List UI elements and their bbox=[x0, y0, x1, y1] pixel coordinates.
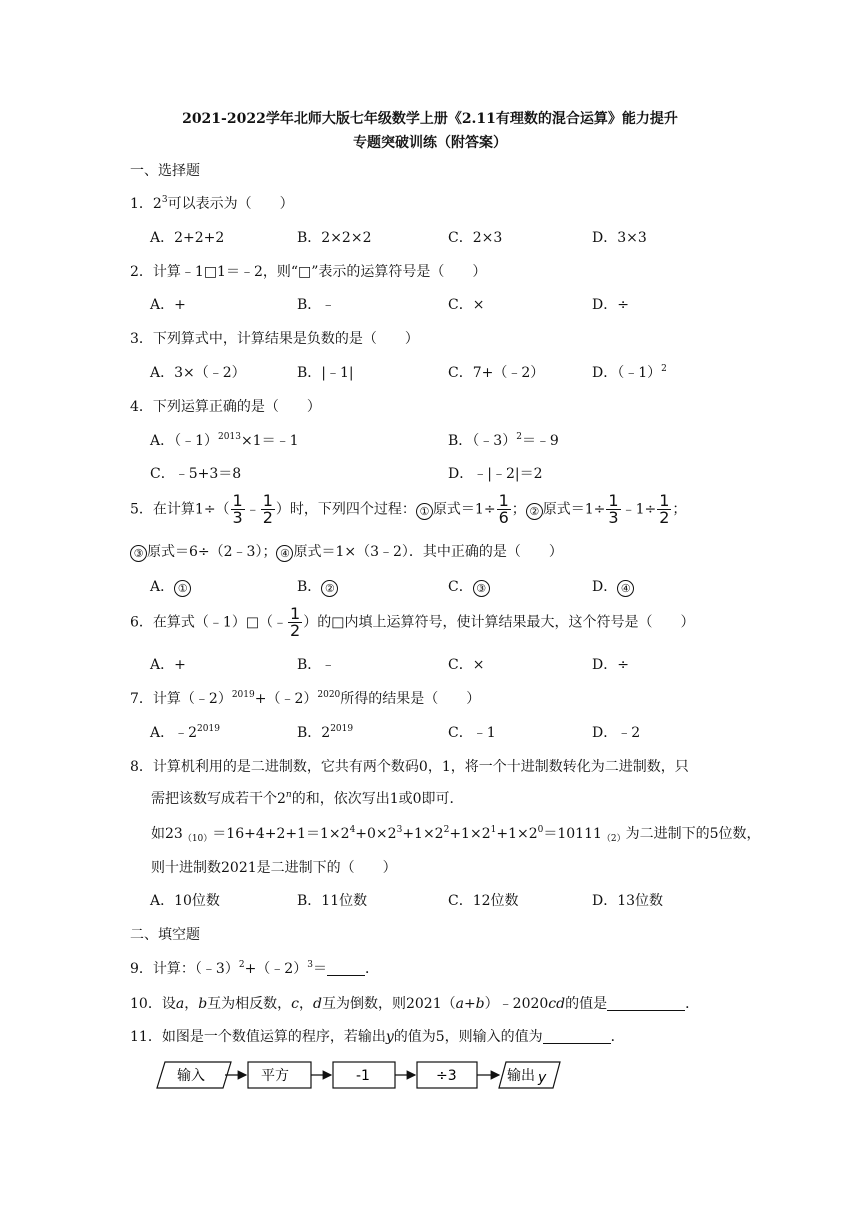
q1-option-b: B．2×2×2 bbox=[297, 230, 372, 246]
fraction: $\frac{1}{2}$ bbox=[659, 491, 670, 527]
question-2: 2．计算﹣1□1＝﹣2，则“□”表示的运算符号是（ ） bbox=[130, 264, 487, 280]
question-8-line4: 则十进制数2021是二进制下的（ ） bbox=[151, 860, 397, 876]
q1-option-d: D．3×3 bbox=[592, 230, 647, 246]
question-8-line3: 如$23_{(10)}=16+4+2+1=1\times 2^4+0\times 2^3+1\times 2^2+1\times 2^1+1\times 2^0=10111_{(2)}$为二进制下的5位数， bbox=[151, 825, 761, 844]
question-11: 11．如图是一个数值运算的程序，若输出y的值为5，则输入的值为 ． bbox=[130, 1029, 625, 1045]
q4-option-d: D．﹣|﹣2|＝2 bbox=[448, 466, 543, 482]
q5-option-c: C． ③ bbox=[448, 576, 490, 597]
flow-output-var: y bbox=[538, 1070, 547, 1086]
flow-output-label: 输出 bbox=[507, 1068, 535, 1084]
question-6: 6．在算式（﹣1）□（﹣ $\frac{1}{2}$ ）的□内填上运算符号，使计算结果最大，这个符号是（ ） bbox=[130, 604, 695, 640]
q3-option-a: A．3×（﹣2） bbox=[150, 365, 246, 381]
fraction: $\frac{1}{6}$ bbox=[498, 491, 509, 527]
q3-option-b: B．|﹣1| bbox=[297, 365, 354, 381]
section-fill-heading: 二、填空题 bbox=[130, 927, 200, 943]
flow-square-label: 平方 bbox=[261, 1068, 289, 1084]
q4-option-a: A．（﹣1）$^{2013}$×1＝﹣1 bbox=[150, 432, 299, 449]
q8-option-d: D．13位数 bbox=[592, 893, 664, 909]
flowchart bbox=[155, 1060, 565, 1090]
q6-option-d: D．÷ bbox=[592, 657, 629, 673]
q5-option-d: D． ④ bbox=[592, 576, 634, 597]
doc-title-line1: 2021-2022学年北师大版七年级数学上册《2.11有理数的混合运算》能力提升 bbox=[182, 111, 678, 127]
question-8-line1: 8．计算机利用的是二进制数，它共有两个数码0，1，将一个十进制数转化为二进制数，只 bbox=[130, 759, 689, 775]
q2-option-a: A．+ bbox=[150, 297, 186, 313]
q2-option-d: D．÷ bbox=[592, 297, 629, 313]
flow-minus1-label: -1 bbox=[356, 1068, 370, 1084]
q7-option-c: C．﹣1 bbox=[448, 725, 496, 741]
q6-option-c: C．× bbox=[448, 657, 485, 673]
doc-title-line2: 专题突破训练（附答案） bbox=[353, 135, 507, 151]
q6-option-b: B．﹣ bbox=[297, 657, 336, 673]
fraction: $\frac{1}{2}$ bbox=[290, 604, 301, 640]
q7-option-d: D．﹣2 bbox=[592, 725, 641, 741]
q6-option-a: A．+ bbox=[150, 657, 186, 673]
flow-div3-label: ÷3 bbox=[436, 1068, 457, 1084]
q1-option-a: A．2+2+2 bbox=[150, 230, 225, 246]
q8-option-c: C．12位数 bbox=[448, 893, 519, 909]
question-8-line2: 需把该数写成若干个2$^n$的和，依次写出1或0即可． bbox=[151, 790, 464, 807]
question-5-line1: 5．在计算1÷（ $\frac{1}{3}$ ﹣ $\frac{1}{2}$ ）时，下列四个过程： ① 原式＝1÷ $\frac{1}{6}$ ； ② 原式＝1÷ $\frac{1}{3}$ ﹣1÷ $\frac{1}{2}$ ； bbox=[130, 491, 687, 527]
q3-option-c: C．7+（﹣2） bbox=[448, 365, 545, 381]
answer-blank[interactable] bbox=[327, 961, 365, 976]
flow-input-label: 输入 bbox=[177, 1068, 205, 1084]
q1-option-c: C．2×3 bbox=[448, 230, 503, 246]
q4-option-c: C．﹣5+3＝8 bbox=[150, 466, 242, 482]
question-7: 7．计算（﹣2）$^{2019}$+（﹣2）$^{2020}$所得的结果是（ ） bbox=[130, 690, 481, 707]
q5-option-a: A． ① bbox=[150, 576, 191, 597]
question-5-line2: ③ 原式＝6÷（2﹣3）； ④ 原式＝1×（3﹣2）．其中正确的是（ ） bbox=[130, 541, 563, 562]
answer-blank[interactable] bbox=[607, 996, 685, 1011]
fraction: $\frac{1}{3}$ bbox=[232, 491, 243, 527]
section-choice-heading: 一、选择题 bbox=[130, 163, 200, 179]
q2-option-b: B．﹣ bbox=[297, 297, 336, 313]
answer-blank[interactable] bbox=[543, 1029, 611, 1044]
question-10: 10．设a，b互为相反数，c，d互为倒数，则2021（a+b）﹣2020cd的值是 ． bbox=[130, 996, 700, 1012]
fraction: $\frac{1}{3}$ bbox=[608, 491, 619, 527]
question-1: 1．$2^3$可以表示为（ ） bbox=[130, 195, 294, 212]
q7-option-b: B．$2^{2019}$ bbox=[297, 724, 354, 741]
q4-option-b: B．（﹣3）$^2$＝﹣9 bbox=[448, 432, 559, 449]
fraction: $\frac{1}{2}$ bbox=[262, 491, 273, 527]
question-3: 3．下列算式中，计算结果是负数的是（ ） bbox=[130, 331, 419, 347]
question-4: 4．下列运算正确的是（ ） bbox=[130, 399, 321, 415]
question-9: 9．计算：（﹣3）$^2$+（﹣2）$^3$＝ ． bbox=[130, 960, 379, 977]
q2-option-c: C．× bbox=[448, 297, 485, 313]
q7-option-a: A．$﹣2^{2019}$ bbox=[150, 724, 220, 741]
q5-option-b: B． ② bbox=[297, 576, 338, 597]
q8-option-b: B．11位数 bbox=[297, 893, 368, 909]
q8-option-a: A．10位数 bbox=[150, 893, 220, 909]
q3-option-d: D．（﹣1）$^2$ bbox=[592, 364, 667, 381]
